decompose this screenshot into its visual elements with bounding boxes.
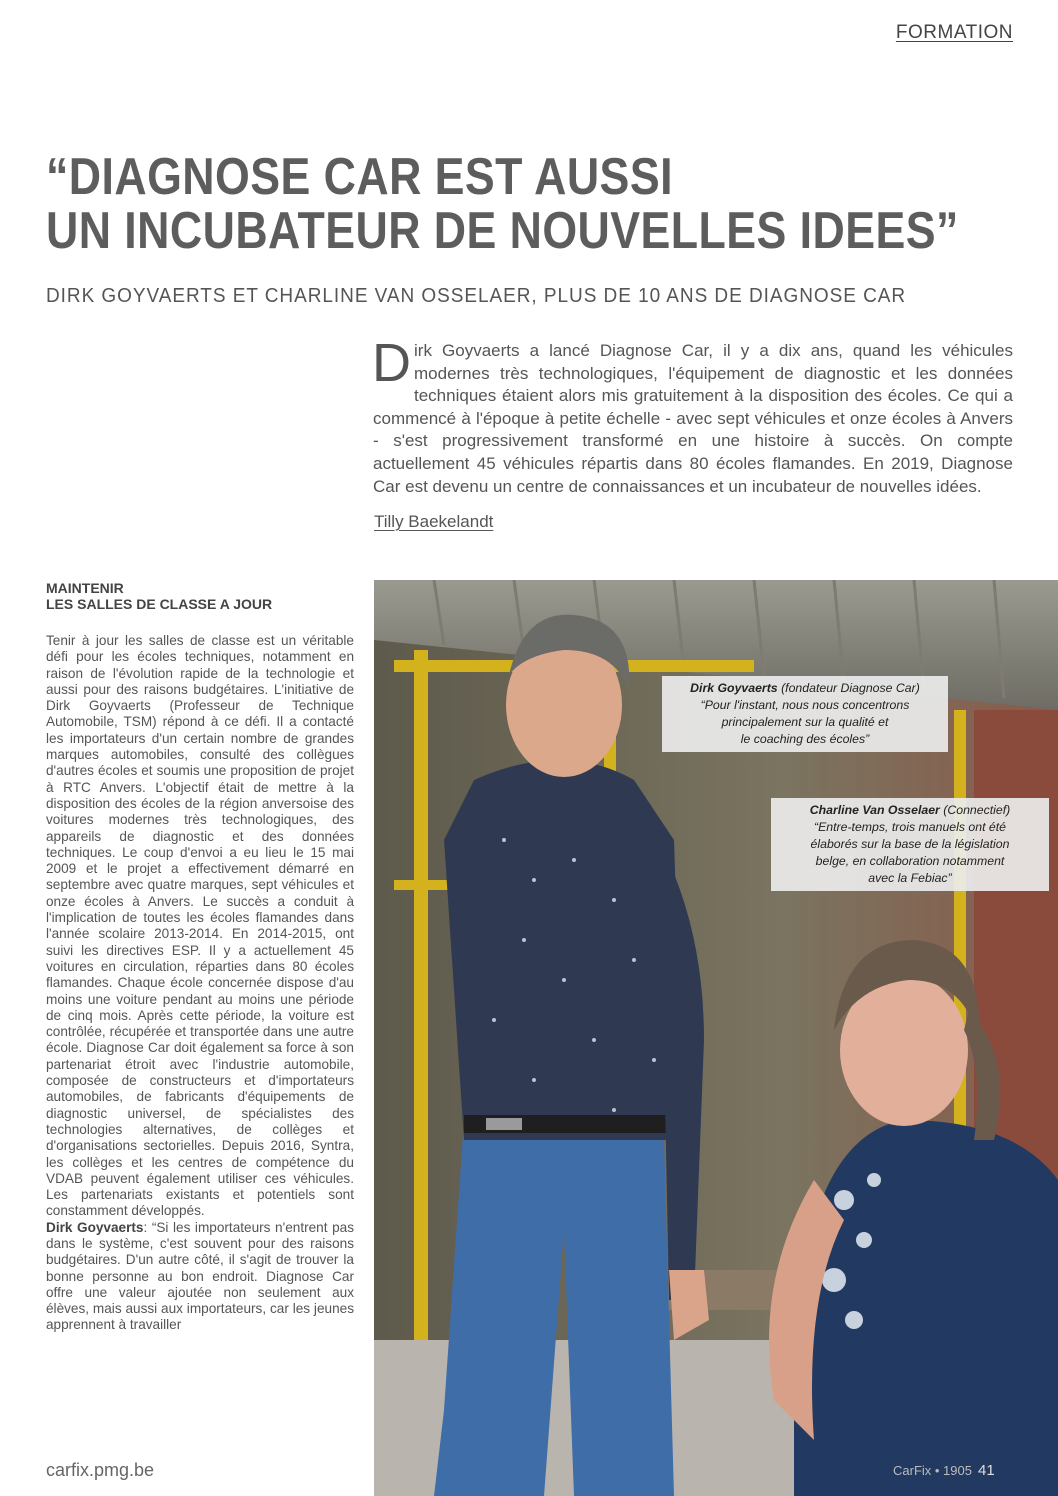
caption-quote-line: “Pour l'instant, nous nous concentrons: [700, 698, 910, 712]
headline-line-2: UN INCUBATEUR DE NOUVELLES IDEES”: [46, 202, 959, 260]
caption-quote-line: avec la Febiac”: [868, 871, 952, 885]
drop-cap: D: [372, 333, 411, 393]
caption-quote-line: élaborés sur la base de la législation: [810, 837, 1010, 851]
body-column: [46, 633, 354, 1334]
caption-role: (fondateur Diagnose Car): [777, 681, 920, 695]
caption-name: Charline Van Osselaer: [809, 803, 940, 817]
section-heading-line-1: MAINTENIR: [46, 580, 124, 596]
page-folio: [893, 1462, 995, 1479]
section-label: FORMATION: [895, 22, 1013, 43]
caption-title: [670, 680, 940, 697]
caption-quote-line: le coaching des écoles”: [740, 732, 870, 746]
quote-text: : “Si les importateurs n'entrent pas dans le système, c'est souvent pour des raisons budgétaires. D'un autre côté, il s'agit de trouver la bonne personne au bon endroit. Diagnose Car offre une valeur ajoutée non seulement aux élèves, mais aussi aux importateurs, car les jeunes apprennent à travailler: [46, 1219, 354, 1333]
headline-line-1: “DIAGNOSE CAR EST AUSSI: [46, 148, 673, 206]
author-byline[interactable]: Tilly Baekelandt: [374, 512, 494, 531]
speaker-name: Dirk Goyvaerts: [46, 1219, 144, 1235]
caption-quote-line: belge, en collaboration notamment: [815, 854, 1005, 868]
issue-label: CarFix • 1905: [893, 1463, 972, 1478]
section-heading: [46, 580, 366, 612]
caption-dirk-goyvaerts: [662, 676, 948, 752]
intro-text: irk Goyvaerts a lancé Diagnose Car, il y a dix ans, quand les véhicules modernes très technologiques, l'équipement de diagnostic et les données techniques étaient alors mis gratuitement à la disposition des écoles. Ce qui a commencé à l'époque à petite échelle - avec sept véhicules et onze écoles à Anvers - s'est progressivement transformé en une histoire à succès. On compte actuellement 45 véhicules répartis dans 80 écoles flamandes. En 2019, Diagnose Car est devenu un centre de connaissances et un incubateur de nouvelles idées.: [373, 341, 1013, 496]
caption-quote-line: principalement sur la qualité et: [721, 715, 889, 729]
subheadline: DIRK GOYVAERTS ET CHARLINE VAN OSSELAER, PLUS DE 10 ANS DE DIAGNOSE CAR: [46, 285, 907, 307]
page-number: 41: [977, 1462, 995, 1479]
caption-title: [779, 802, 1041, 819]
intro-paragraph: [372, 333, 1013, 498]
caption-role: (Connectief): [939, 803, 1011, 817]
section-heading-line-2: LES SALLES DE CLASSE A JOUR: [46, 596, 273, 612]
footer-url[interactable]: carfix.pmg.be: [46, 1460, 155, 1480]
headline: [46, 148, 959, 260]
body-paragraph-2: [46, 1220, 354, 1334]
body-paragraph-1: Tenir à jour les salles de classe est un véritable défi pour les écoles techniques, notamment en raison de l'évolution rapide de la technologie et aussi pour des raisons budgétaires. L'initiative de Dirk Goyvaerts (Professeur de Technique Automobile, TSM) répond à ce défi. Il a contacté les importateurs d'un certain nombre de grandes marques automobiles, consulté des collègues d'autres écoles et soumis une proposition de projet à RTC Anvers. L'objectif était de mettre à la disposition des écoles de la région anversoise des voitures modernes très technologiques, des appareils de diagnostic et des données techniques. Le coup d'envoi a eu lieu le 15 mai 2009 et le projet a effectivement démarré en septembre avec quatre marques, sept véhicules et onze écoles à Anvers. Le succès a conduit à l'implication de toutes les écoles flamandes dans l'année scolaire 2013-2014. En 2014-2015, ont suivi les directives ESP. Il y a actuellement 45 voitures en circulation, réparties dans 80 écoles flamandes. Chaque école concernée dispose d'au moins une voiture pendant au moins une période de cinq mois. Après cette période, la voiture est contrôlée, récupérée et transportée dans une autre école. Diagnose Car doit également sa force à son partenariat étroit avec l'industrie automobile, composée de constructeurs et d'importateurs automobiles, de fabricants d'équipements de diagnostic universel, de spécialistes des technologies alternatives, de collèges et d'organisations sectorielles. Depuis 2016, Syntra, les collèges et les centres de compétence du VDAB peuvent également utiliser ces véhicules. Les partenariats existants et potentiels sont constamment développés.: [46, 633, 354, 1219]
caption-quote-line: “Entre-temps, trois manuels ont été: [813, 820, 1007, 834]
caption-charline-van-osselaer: [771, 798, 1049, 891]
caption-name: Dirk Goyvaerts: [690, 681, 778, 695]
